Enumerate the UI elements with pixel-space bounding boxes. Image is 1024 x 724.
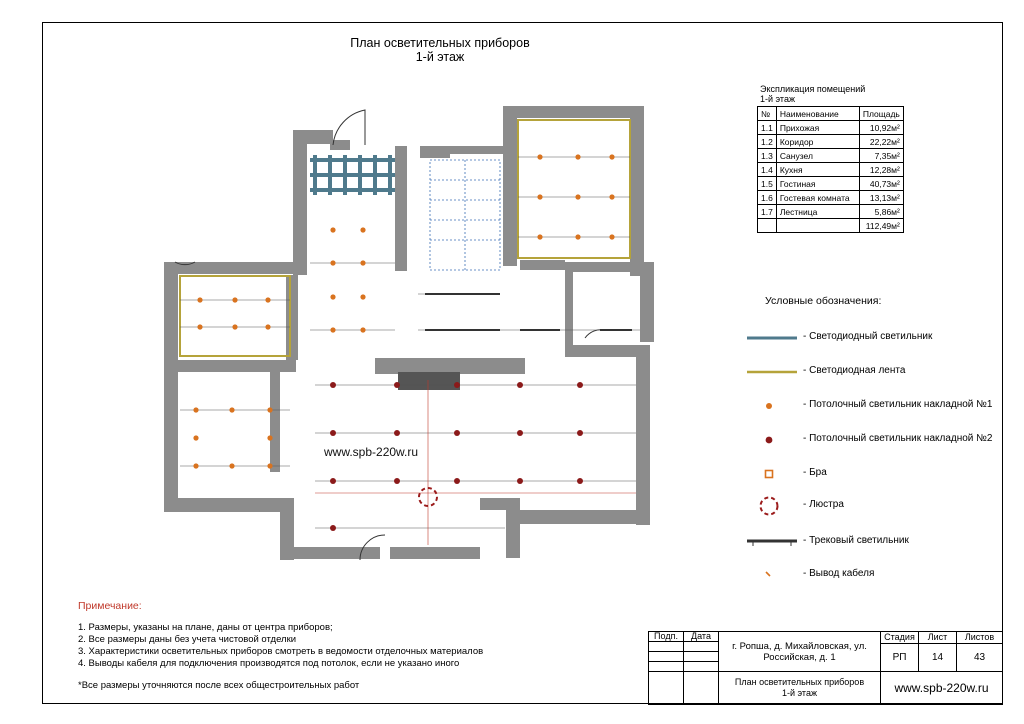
note-item: 4. Выводы кабеля для подключения производятся под потолок, если не указано иного <box>78 658 460 669</box>
legend-item-cable-outlet <box>745 565 1005 585</box>
total-name-cell <box>776 219 859 233</box>
legend-label: - Потолочный светильник накладной №1 <box>803 399 993 410</box>
table-row <box>758 191 904 205</box>
room-area: 5,86м² <box>859 205 903 219</box>
header-num: № <box>758 107 777 121</box>
room-area: 7,35м² <box>859 149 903 163</box>
explication-header-row <box>758 107 904 121</box>
drawing-title <box>300 36 580 64</box>
stamp-date-header: Дата <box>684 632 719 642</box>
room-num: 1.7 <box>758 205 777 219</box>
legend-title: Условные обозначения: <box>765 295 882 307</box>
track-light-icon <box>745 532 799 552</box>
led-luminaire-icon <box>745 328 799 348</box>
note-item: 2. Все размеры даны без учета чистовой отделки <box>78 634 297 645</box>
staircase <box>430 160 500 270</box>
room-num: 1.4 <box>758 163 777 177</box>
table-row <box>758 149 904 163</box>
note-item: 1. Размеры, указаны на плане, даны от центра приборов; <box>78 622 333 633</box>
explication-table <box>757 106 904 233</box>
room-name: Санузел <box>776 149 859 163</box>
stamp-address: г. Ропша, д. Михайловская, ул. Российская, д. 1 <box>719 632 881 672</box>
track-lights <box>425 294 632 330</box>
legend-label: - Бра <box>803 467 827 478</box>
stamp-podp-header: Подп. <box>649 632 684 642</box>
legend-item-sconce <box>745 464 1005 484</box>
table-row <box>758 205 904 219</box>
stamp-blank-cell <box>649 662 684 672</box>
legend-label: - Потолочный светильник накладной №2 <box>803 433 993 444</box>
legend-item-led-strip <box>745 362 1005 382</box>
walls <box>164 106 654 560</box>
stamp-sheet-title <box>719 672 881 705</box>
explication-total-row <box>758 219 904 233</box>
chandelier-icon <box>745 496 799 516</box>
stamp-sheets-label: Листов <box>957 632 1003 644</box>
stamp-blank-cell <box>649 672 684 705</box>
stamp-blank-cell <box>684 662 719 672</box>
room-area: 22,22м² <box>859 135 903 149</box>
room-name: Прихожая <box>776 121 859 135</box>
stamp-stage-label: Стадия <box>881 632 919 644</box>
legend-label: - Вывод кабеля <box>803 568 875 579</box>
legend-item-led-luminaire <box>745 328 1005 348</box>
legend-label: - Светодиодный светильник <box>803 331 933 342</box>
floor-plan <box>160 95 660 565</box>
stamp-sheet-value: 14 <box>919 644 957 672</box>
stamp-blank-cell <box>684 652 719 662</box>
table-row <box>758 121 904 135</box>
stamp-blank-cell <box>684 642 719 652</box>
legend-item-ceiling-light-1 <box>745 396 1005 416</box>
legend-item-chandelier <box>745 496 1005 516</box>
notes-footnote: *Все размеры уточняются после всех общестроительных работ <box>78 680 360 691</box>
cable-outlet-icon <box>745 565 799 585</box>
room-area: 40,73м² <box>859 177 903 191</box>
plan-watermark: www.spb-220w.ru <box>324 445 419 459</box>
table-row <box>758 135 904 149</box>
title-line-2: 1-й этаж <box>415 50 465 64</box>
room-name: Гостевая комната <box>776 191 859 205</box>
room-name: Коридор <box>776 135 859 149</box>
notes-list <box>78 622 483 670</box>
total-area: 112,49м² <box>859 219 903 233</box>
room-name: Кухня <box>776 163 859 177</box>
title-line-1: План осветительных приборов <box>350 36 530 50</box>
title-block <box>648 631 1003 705</box>
legend-item-track-light <box>745 532 1005 552</box>
table-row <box>758 163 904 177</box>
room-area: 10,92м² <box>859 121 903 135</box>
stamp-blank-cell <box>684 672 719 705</box>
notes-title: Примечание: <box>78 600 142 612</box>
stamp-site: www.spb-220w.ru <box>881 672 1003 705</box>
ceiling-light-2-icon <box>745 430 799 450</box>
room-area: 13,13м² <box>859 191 903 205</box>
header-name: Наименование <box>776 107 859 121</box>
note-item: 3. Характеристики осветительных приборов смотреть в ведомости отделочных материалов <box>78 646 484 657</box>
room-num: 1.6 <box>758 191 777 205</box>
room-name: Лестница <box>776 205 859 219</box>
stamp-sheet-title-line-2: 1-й этаж <box>782 688 817 698</box>
room-num: 1.1 <box>758 121 777 135</box>
legend-item-ceiling-light-2 <box>745 430 1005 450</box>
sconce-icon <box>745 464 799 484</box>
stamp-blank-cell <box>649 642 684 652</box>
room-num: 1.3 <box>758 149 777 163</box>
stamp-sheet-label: Лист <box>919 632 957 644</box>
stamp-sheet-title-line-1: План осветительных приборов <box>734 677 865 687</box>
room-name: Гостиная <box>776 177 859 191</box>
explication-caption-line-2: 1-й этаж <box>760 94 795 104</box>
legend-label: - Люстра <box>803 499 844 510</box>
total-num-cell <box>758 219 777 233</box>
room-num: 1.5 <box>758 177 777 191</box>
explication-caption <box>760 84 865 104</box>
header-area: Площадь <box>859 107 903 121</box>
room-num: 1.2 <box>758 135 777 149</box>
legend-label: - Трековый светильник <box>803 535 909 546</box>
stamp-stage-value: РП <box>881 644 919 672</box>
led-strip-icon <box>745 362 799 382</box>
room-area: 12,28м² <box>859 163 903 177</box>
table-row <box>758 177 904 191</box>
stamp-sheets-value: 43 <box>957 644 1003 672</box>
stamp-blank-cell <box>649 652 684 662</box>
entry-track-grid <box>310 155 395 195</box>
explication-caption-line-1: Экспликация помещений <box>760 84 866 94</box>
legend-label: - Светодиодная лента <box>803 365 906 376</box>
ceiling-light-1-icon <box>745 396 799 416</box>
